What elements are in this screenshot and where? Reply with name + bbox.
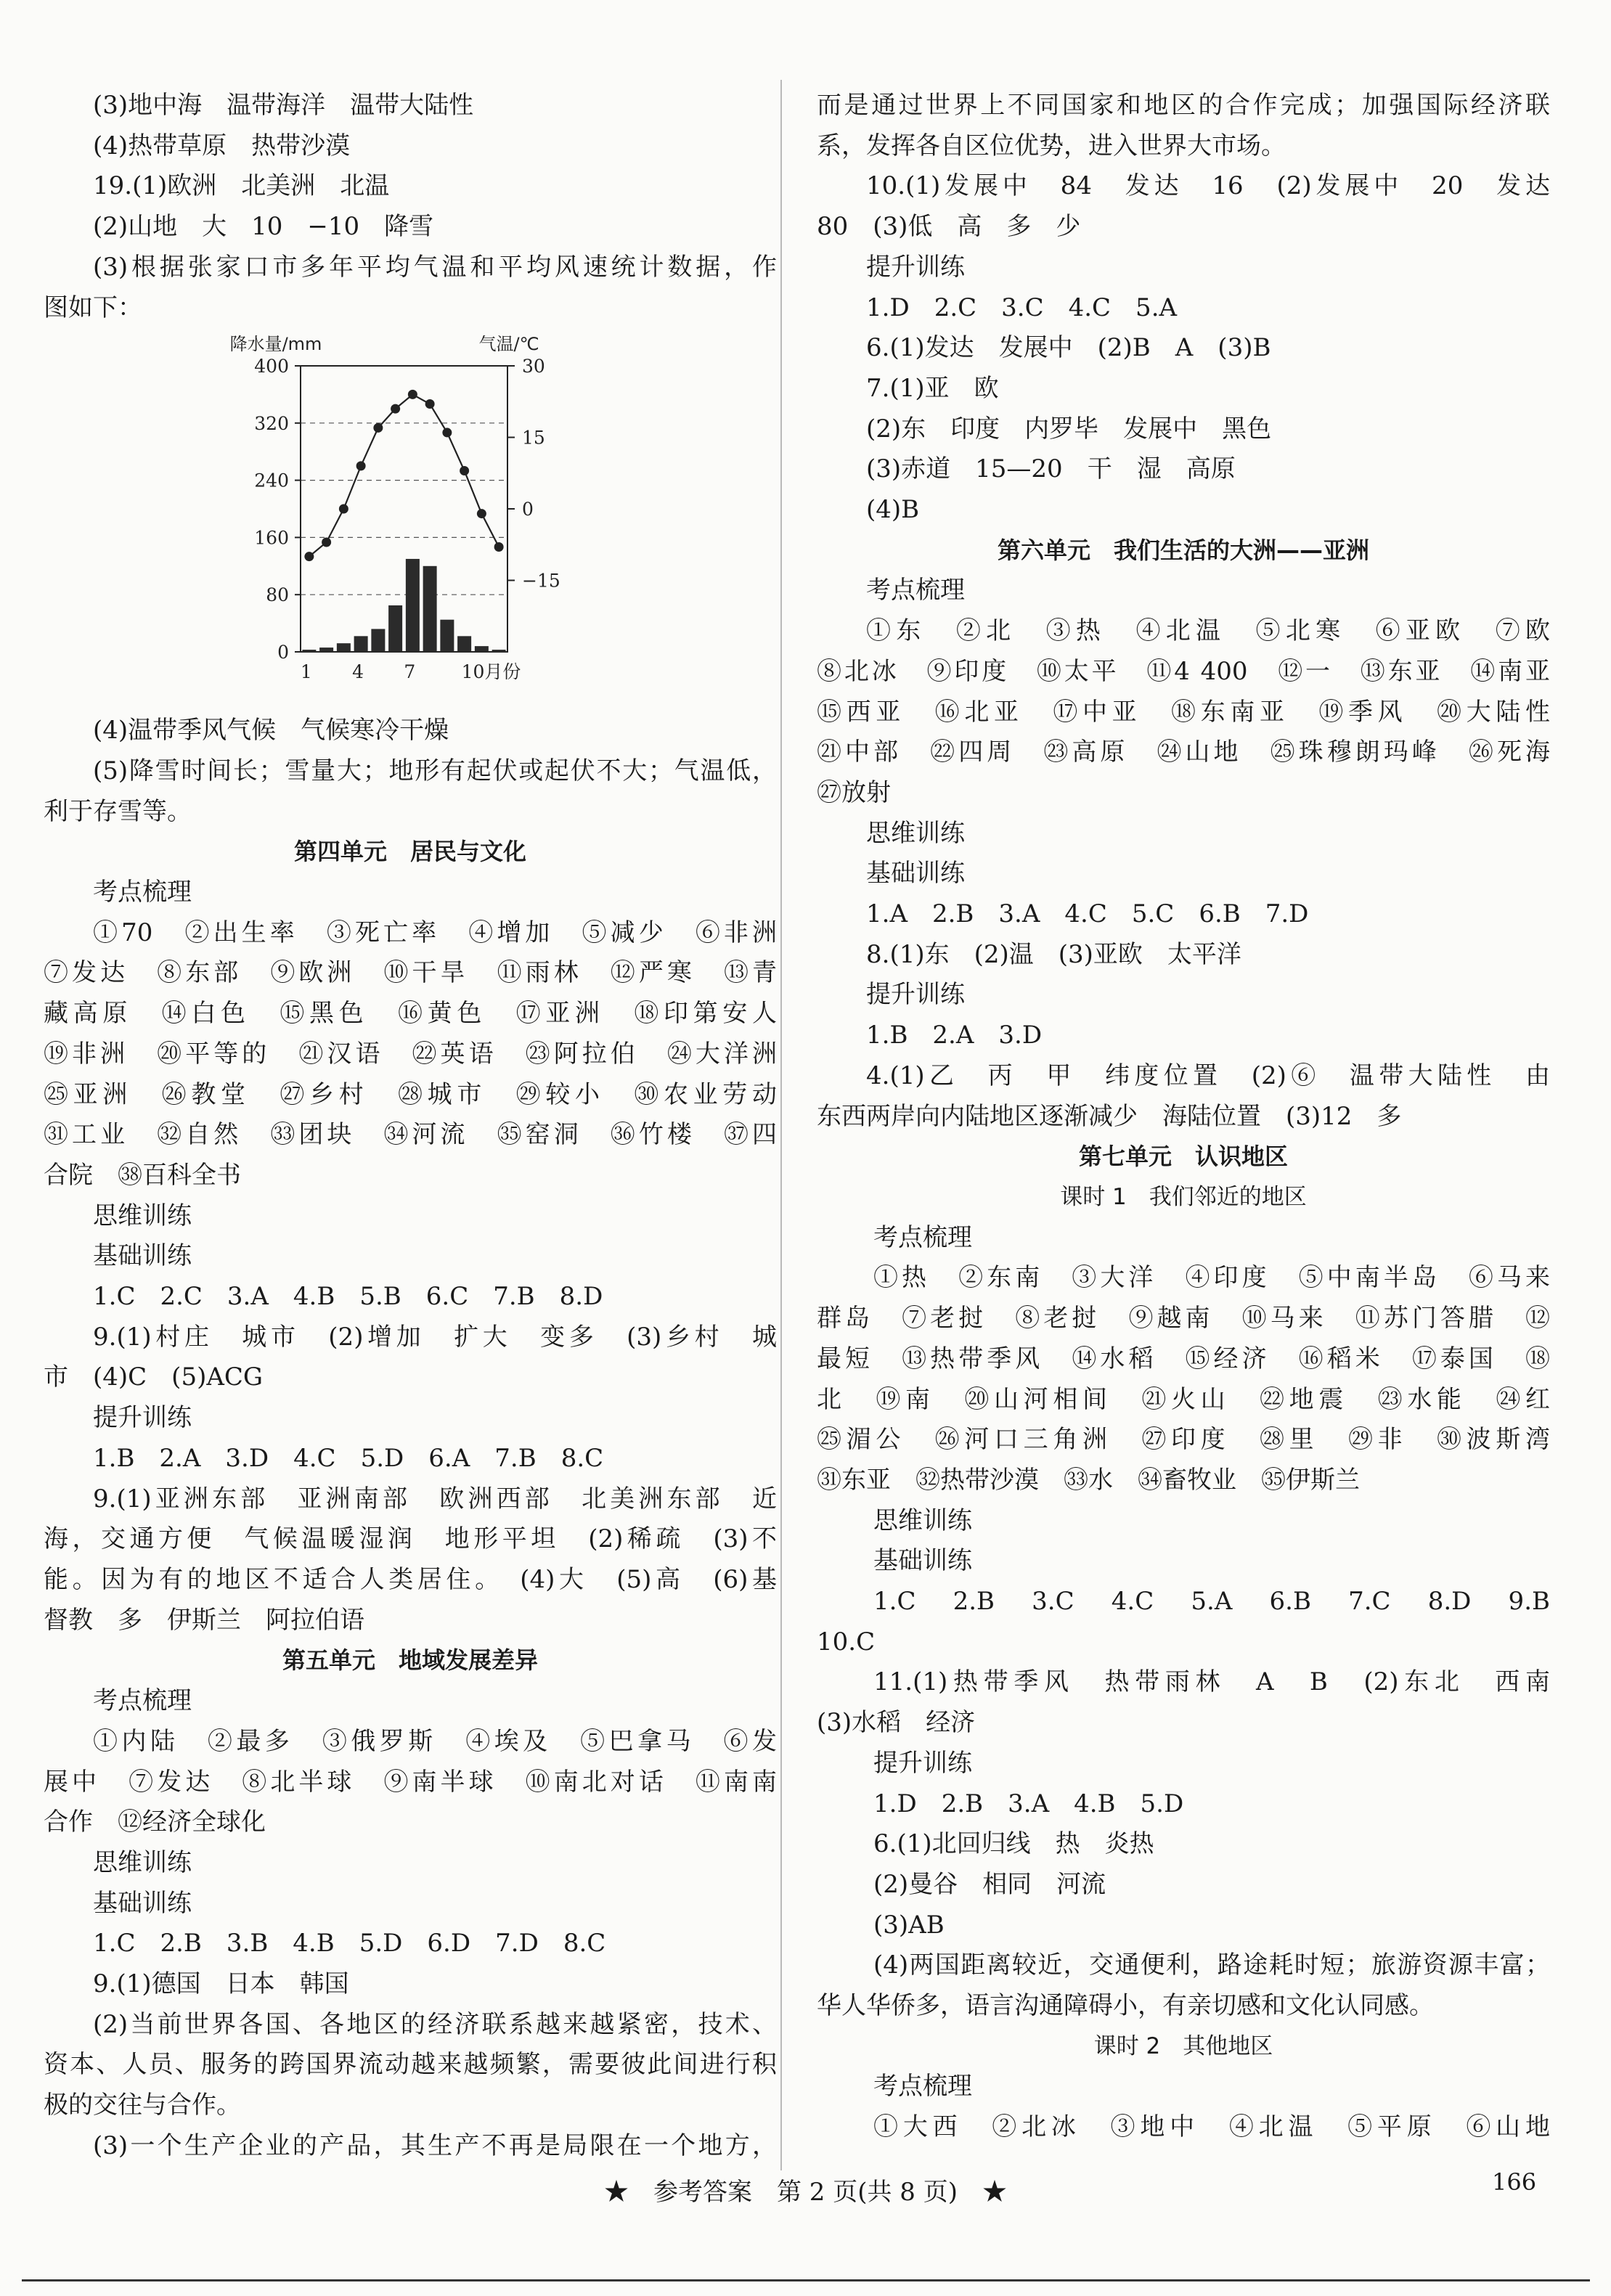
answer-line: 1.C 2.B 3.C 4.C 5.A 6.B 7.C 8.D 9.B xyxy=(873,1587,1550,1617)
text-line: 北 ⑲南 ⑳山河相间 ㉑火山 ㉒地震 ㉓水能 ㉔红 xyxy=(817,1384,1550,1414)
text-line: (4)两国距离较近，交通便利，路途耗时短；旅游资源丰富； xyxy=(873,1950,1550,1980)
right-tick-label: 0 xyxy=(522,499,534,520)
temperature-point xyxy=(304,552,314,561)
temperature-point xyxy=(477,509,486,518)
subheading: 基础训练 xyxy=(866,859,965,888)
text-line: 系，发挥各自区位优势，进入世界大市场。 xyxy=(817,131,1286,160)
text-line: (3)地中海 温带海洋 温带大陆性 xyxy=(93,91,474,120)
right-column xyxy=(817,86,1550,2148)
text-line: 市 (4)C (5)ACG xyxy=(44,1363,264,1392)
text-line: ⑦发达 ⑧东部 ⑨欧洲 ⑩干旱 ⑪雨林 ⑫严寒 ⑬青 xyxy=(44,958,777,988)
temperature-point xyxy=(322,538,331,547)
text-line: (3)水稻 经济 xyxy=(817,1708,976,1738)
subheading: 提升训练 xyxy=(866,252,965,282)
text-line: 藏高原 ⑭白色 ⑮黑色 ⑯黄色 ⑰亚洲 ⑱印第安人 xyxy=(44,999,777,1029)
answer-line: 1.C 2.B 3.B 4.B 5.D 6.D 7.D 8.C xyxy=(93,1929,606,1958)
right-tick-label: 15 xyxy=(522,427,545,449)
text-line: 督教 多 伊斯兰 阿拉伯语 xyxy=(44,1605,364,1635)
text-line: 4.(1)乙 丙 甲 纬度位置 (2)⑥ 温带大陆性 由 xyxy=(866,1061,1550,1090)
answer-line: 1.D 2.B 3.A 4.B 5.D xyxy=(873,1789,1184,1818)
subheading: 提升训练 xyxy=(866,980,965,1010)
column-divider xyxy=(780,80,782,2170)
temperature-point xyxy=(339,504,348,514)
text-line: 海，交通方便 气候温暖湿润 地形平坦 (2)稀疏 (3)不 xyxy=(44,1524,777,1554)
text-line: ①大西 ②北冰 ③地中 ④北温 ⑤平原 ⑥山地 xyxy=(873,2112,1550,2142)
text-line: ①东 ②北 ③热 ④北温 ⑤北寒 ⑥亚欧 ⑦欧 xyxy=(866,616,1550,646)
temperature-line xyxy=(309,395,499,557)
right-tick-label: −15 xyxy=(522,570,560,592)
text-line: 9.(1)亚洲东部 亚洲南部 欧洲西部 北美洲东部 近 xyxy=(93,1484,777,1513)
text-line: 6.(1)发达 发展中 (2)B A (3)B xyxy=(866,333,1271,363)
text-line: (4)B xyxy=(866,495,920,525)
text-line: 11.(1)热带季风 热带雨林 A B (2)东北 西南 xyxy=(873,1667,1550,1697)
text-line: (3)根据张家口市多年平均气温和平均风速统计数据，作 xyxy=(93,252,777,282)
text-line: 9.(1)村庄 城市 (2)增加 扩大 变多 (3)乡村 城 xyxy=(93,1322,777,1352)
lesson-heading: 课时 2 其他地区 xyxy=(1093,2033,1273,2059)
text-line: ①热 ②东南 ③大洋 ④印度 ⑤中南半岛 ⑥马来 xyxy=(873,1263,1550,1293)
subheading: 思维训练 xyxy=(866,818,965,848)
text-line: ㉗放射 xyxy=(817,777,891,807)
text-line: (3)赤道 15—20 干 湿 高原 xyxy=(866,454,1236,484)
x-tick-label: 4 xyxy=(352,661,364,683)
text-line: (3)一个生产企业的产品，其生产不再是局限在一个地方， xyxy=(93,2130,777,2160)
subheading: 基础训练 xyxy=(93,1888,192,1918)
text-line: 极的交往与合作。 xyxy=(44,2091,241,2120)
text-line: ㉕亚洲 ㉖教堂 ㉗乡村 ㉘城市 ㉙较小 ㉚农业劳动 xyxy=(44,1079,777,1109)
answer-line: 1.D 2.C 3.C 4.C 5.A xyxy=(866,293,1178,322)
text-line: 80 (3)低 高 多 少 xyxy=(817,212,1081,242)
answer-line: 1.B 2.A 3.D 4.C 5.D 6.A 7.B 8.C xyxy=(93,1443,604,1473)
text-line: 6.(1)北回归线 热 炎热 xyxy=(873,1829,1154,1859)
x-tick-label: 1 xyxy=(300,661,312,683)
subheading: 思维训练 xyxy=(873,1506,972,1535)
left-tick-label: 400 xyxy=(254,356,289,377)
precip-bar xyxy=(492,650,506,652)
text-line: (4)热带草原 热带沙漠 xyxy=(93,131,351,160)
temperature-point xyxy=(373,423,383,433)
text-line: ㉛工业 ㉜自然 ㉝团块 ㉞河流 ㉟窑洞 ㊱竹楼 ㊲四 xyxy=(44,1120,777,1150)
text-line: (2)当前世界各国、各地区的经济联系越来越紧密，技术、 xyxy=(93,2009,777,2039)
left-column xyxy=(44,86,777,2167)
text-line: ①70 ②出生率 ③死亡率 ④增加 ⑤减少 ⑥非洲 xyxy=(93,918,777,947)
page-number: 166 xyxy=(1492,2168,1537,2196)
section-heading: 第七单元 认识地区 xyxy=(1078,1143,1288,1171)
text-line: 图如下： xyxy=(44,293,142,322)
precip-bar xyxy=(475,646,489,652)
right-axis-title: 气温/℃ xyxy=(478,334,539,355)
text-line: (2)山地 大 10 −10 降雪 xyxy=(93,212,434,242)
left-axis-title: 降水量/mm xyxy=(229,334,322,355)
precip-bar xyxy=(406,559,420,652)
page-footer xyxy=(0,2168,1611,2213)
temperature-point xyxy=(460,466,469,475)
x-tick-label: 7 xyxy=(404,661,416,683)
text-line: 10.(1)发展中 84 发达 16 (2)发展中 20 发达 xyxy=(866,171,1550,201)
climate-chart-svg xyxy=(44,328,777,711)
text-line: (3)AB xyxy=(873,1910,945,1940)
text-line: 群岛 ⑦老挝 ⑧老挝 ⑨越南 ⑩马来 ⑪苏门答腊 ⑫ xyxy=(817,1304,1550,1333)
text-line: ㉑中部 ㉒四周 ㉓高原 ㉔山地 ㉕珠穆朗玛峰 ㉖死海 xyxy=(817,738,1550,767)
text-line: 最短 ⑬热带季风 ⑭水稻 ⑮经济 ⑯稻米 ⑰泰国 ⑱ xyxy=(817,1344,1550,1373)
temperature-point xyxy=(425,399,435,409)
text-line: 合作 ⑫经济全球化 xyxy=(44,1807,266,1837)
subheading: 提升训练 xyxy=(93,1403,192,1433)
climate-chart xyxy=(44,328,777,711)
text-line: (2)东 印度 内罗毕 发展中 黑色 xyxy=(866,414,1272,444)
subheading: 考点梳理 xyxy=(873,2072,972,2101)
precip-bar xyxy=(440,620,454,652)
text-line: 8.(1)东 (2)温 (3)亚欧 太平洋 xyxy=(866,939,1241,969)
subheading: 考点梳理 xyxy=(93,1686,192,1716)
text-line: 华人华侨多，语言沟通障碍小，有亲切感和文化认同感。 xyxy=(817,1991,1434,2021)
text-line: ㉕湄公 ㉖河口三角洲 ㉗印度 ㉘里 ㉙非 ㉚波斯湾 xyxy=(817,1425,1550,1455)
section-heading: 第六单元 我们生活的大洲——亚洲 xyxy=(997,536,1369,564)
bottom-rule xyxy=(22,2279,1590,2281)
text-line: 合院 ㊳百科全书 xyxy=(44,1160,241,1190)
subheading: 基础训练 xyxy=(873,1546,972,1576)
section-heading: 第四单元 居民与文化 xyxy=(293,838,526,866)
text-line: ⑧北冰 ⑨印度 ⑩太平 ⑪4 400 ⑫一 ⑬东亚 ⑭南亚 xyxy=(817,656,1550,686)
footer-caption: ★ 参考答案 第 2 页(共 8 页) ★ xyxy=(603,2178,1008,2207)
answer-line: 1.C 2.C 3.A 4.B 5.B 6.C 7.B 8.D xyxy=(93,1282,603,1312)
text-line: 资本、人员、服务的跨国界流动越来越频繁，需要彼此间进行积 xyxy=(44,2050,777,2080)
left-tick-label: 320 xyxy=(254,413,289,435)
precip-bar xyxy=(337,643,351,652)
temperature-point xyxy=(391,404,400,414)
text-line: 利于存雪等。 xyxy=(44,796,192,826)
text-line: ①内陆 ②最多 ③俄罗斯 ④埃及 ⑤巴拿马 ⑥发 xyxy=(93,1726,777,1756)
temperature-point xyxy=(442,428,452,438)
text-line: 展中 ⑦发达 ⑧北半球 ⑨南半球 ⑩南北对话 ⑪南南 xyxy=(44,1767,777,1797)
subheading: 思维训练 xyxy=(93,1201,192,1230)
answer-line: 1.A 2.B 3.A 4.C 5.C 6.B 7.D xyxy=(866,899,1309,929)
text-line: (5)降雪时间长；雪量大；地形有起伏或起伏不大；气温低， xyxy=(93,756,777,785)
text-line: 7.(1)亚 欧 xyxy=(866,373,999,403)
temperature-point xyxy=(408,390,417,399)
x-tick-label: 10月份 xyxy=(461,661,521,683)
text-line: ⑮西亚 ⑯北亚 ⑰中亚 ⑱东南亚 ⑲季风 ⑳大陆性 xyxy=(817,697,1550,727)
subheading: 考点梳理 xyxy=(873,1222,972,1252)
subheading: 提升训练 xyxy=(873,1748,972,1778)
left-tick-label: 240 xyxy=(254,470,289,491)
text-line: 10.C xyxy=(817,1627,876,1656)
subheading: 考点梳理 xyxy=(93,878,192,907)
precip-bar xyxy=(371,629,385,653)
subheading: 考点梳理 xyxy=(866,576,965,605)
precip-bar xyxy=(354,637,368,653)
precip-bar xyxy=(457,637,471,653)
lesson-heading: 课时 1 我们邻近的地区 xyxy=(1060,1183,1307,1210)
text-line: ㉛东亚 ㉜热带沙漠 ㉝水 ㉞畜牧业 ㉟伊斯兰 xyxy=(817,1465,1360,1495)
text-line: 能。因为有的地区不适合人类居住。 (4)大 (5)高 (6)基 xyxy=(44,1564,777,1594)
subheading: 基础训练 xyxy=(93,1241,192,1271)
answer-line: 1.B 2.A 3.D xyxy=(866,1021,1043,1050)
left-tick-label: 0 xyxy=(277,642,289,663)
text-line: ⑲非洲 ⑳平等的 ㉑汉语 ㉒英语 ㉓阿拉伯 ㉔大洋洲 xyxy=(44,1039,777,1069)
right-tick-label: 30 xyxy=(522,356,545,377)
text-line: 19.(1)欧洲 北美洲 北温 xyxy=(93,171,390,201)
text-line: (2)曼谷 相同 河流 xyxy=(873,1869,1106,1899)
plot-frame xyxy=(301,366,507,652)
text-line: 9.(1)德国 日本 韩国 xyxy=(93,1969,349,1999)
section-heading: 第五单元 地域发展差异 xyxy=(282,1646,538,1675)
subheading: 思维训练 xyxy=(93,1847,192,1877)
left-tick-label: 160 xyxy=(254,527,289,549)
temperature-point xyxy=(494,542,504,552)
text-line: 而是通过世界上不同国家和地区的合作完成；加强国际经济联 xyxy=(817,91,1550,120)
left-tick-label: 80 xyxy=(266,584,289,606)
precip-bar xyxy=(423,566,437,652)
precip-bar xyxy=(388,605,402,652)
temperature-point xyxy=(356,462,366,471)
text-line: 东西两岸向内陆地区逐渐减少 海陆位置 (3)12 多 xyxy=(817,1101,1402,1131)
precip-bar xyxy=(302,650,316,652)
text-line: (4)温带季风气候 气候寒冷干燥 xyxy=(93,716,449,745)
precip-bar xyxy=(319,647,333,652)
